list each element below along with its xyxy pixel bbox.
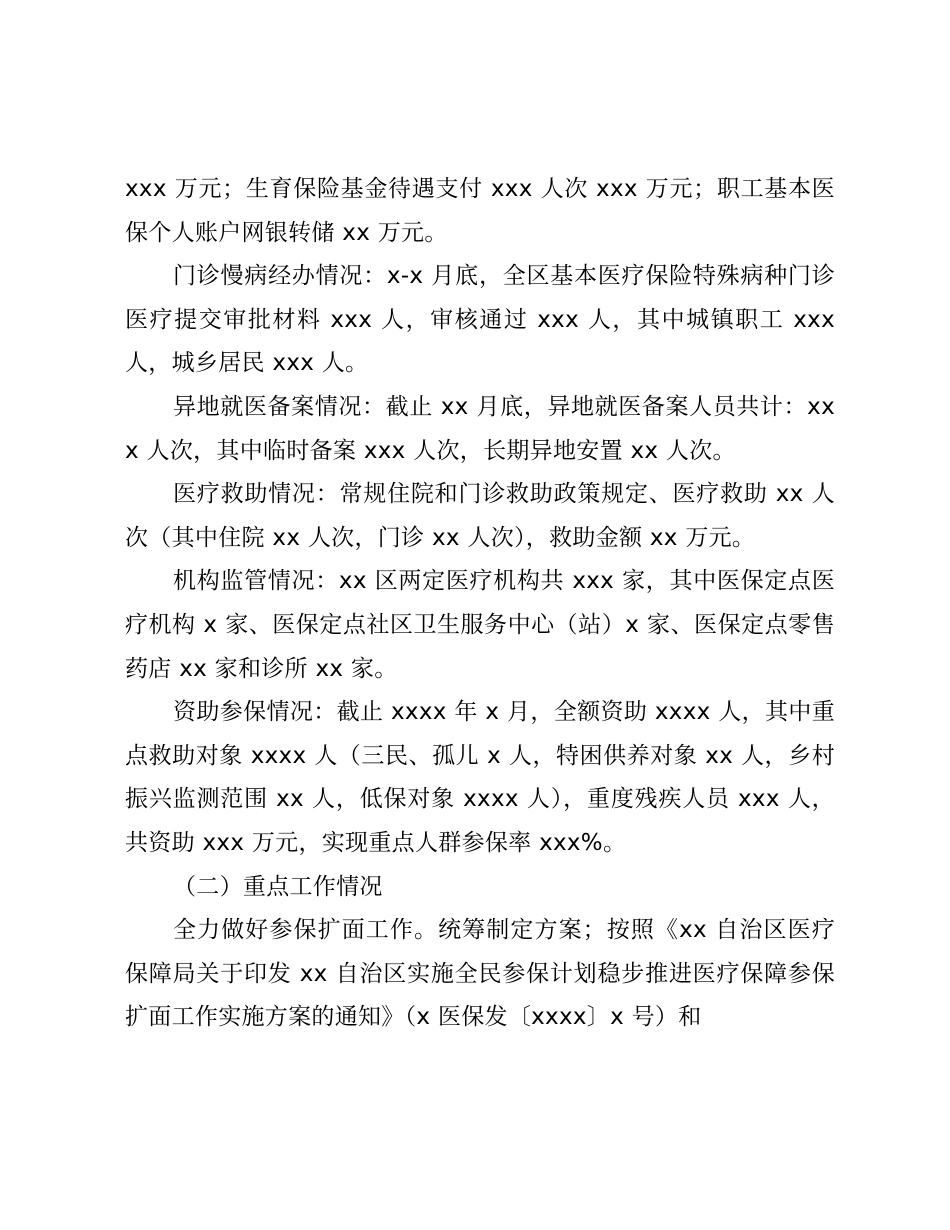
section-heading-key-work: （二）重点工作情况 [173, 873, 383, 900]
paragraph-institution-supervision: 机构监管情况：xx 区两定医疗机构共 xxx 家，其中医保定点医疗机构 x 家、医保定点社区卫生服务中心（站）x 家、医保定点零售药店 xx 家和诊所 xx 家。 [125, 568, 835, 682]
paragraph-offsite-medical-filing: 异地就医备案情况：截止 xx 月底，异地就医备案人员共计：xxx 人次，其中临时备案 xxx 人次，长期异地安置 xx 人次。 [125, 393, 835, 464]
paragraph-coverage-expansion: 全力做好参保扩面工作。统筹制定方案；按照《xx 自治区医疗保障局关于印发 xx 自治区实施全民参保计划稳步推进医疗保障参保扩面工作实施方案的通知》（x 医保发〔xxxx〕x 号）和 [125, 917, 835, 1031]
paragraph-continuation: xxx 万元；生育保险基金待遇支付 xxx 人次 xxx 万元；职工基本医保个人账户网银转储 xx 万元。 [125, 176, 835, 246]
paragraph-medical-assistance: 医疗救助情况：常规住院和门诊救助政策规定、医疗救助 xx 人次（其中住院 xx 人次，门诊 xx 人次），救助金额 xx 万元。 [125, 481, 835, 551]
document-body [125, 168, 835, 1040]
paragraph-insurance-subsidy: 资助参保情况：截止 xxxx 年 x 月，全额资助 xxxx 人，其中重点救助对象 xxxx 人（三民、孤儿 x 人，特困供养对象 xx 人，乡村振兴监测范围 xx 人，低保对象 xxxx 人），重度残疾人员 xxx 人，共资助 xxx 万元，实现重点人群参保率 xxx%。 [125, 699, 835, 856]
paragraph-outpatient-chronic-disease: 门诊慢病经办情况：x-x 月底，全区基本医疗保险特殊病种门诊医疗提交审批材料 xxx 人，审核通过 xxx 人，其中城镇职工 xxx 人，城乡居民 xxx 人。 [125, 263, 835, 377]
